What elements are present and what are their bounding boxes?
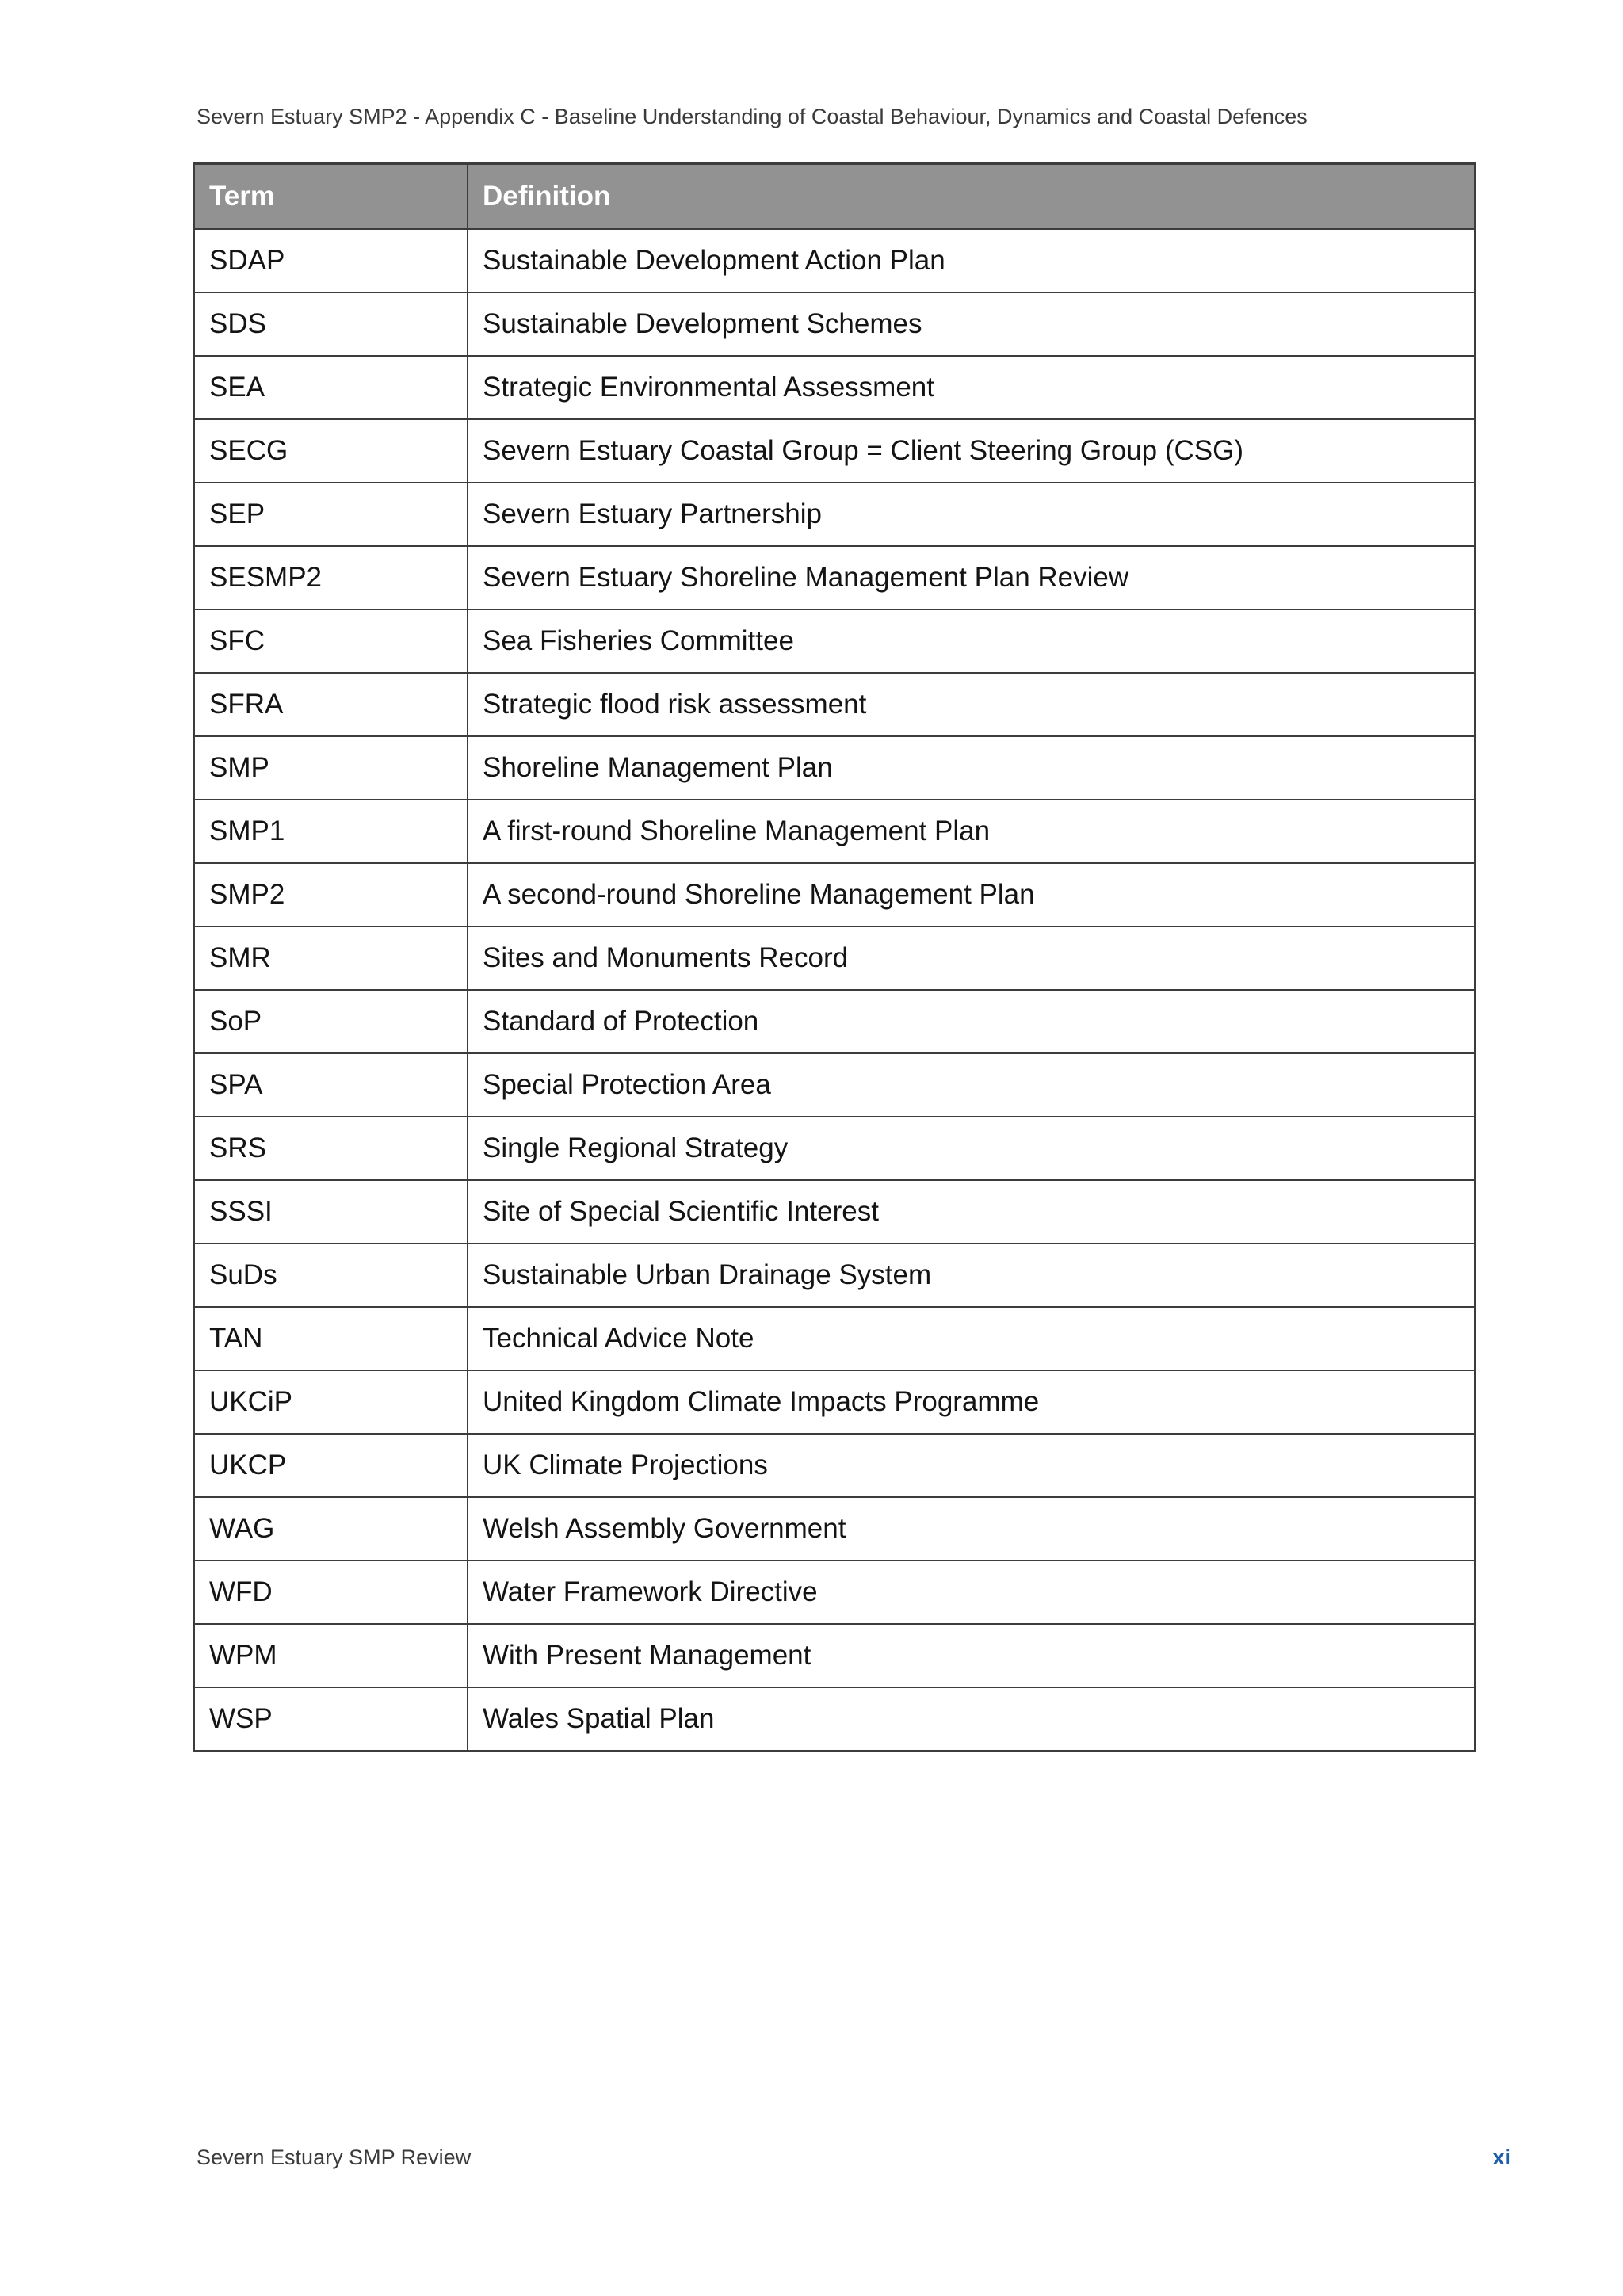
table-row [194,419,1475,483]
table-row [194,990,1475,1053]
table-row [194,1117,1475,1180]
definition-cell: Sustainable Development Schemes [468,292,1475,356]
term-cell: SMR [194,926,468,990]
definition-cell: Severn Estuary Coastal Group = Client Steering Group (CSG) [468,419,1475,483]
term-cell: WFD [194,1561,468,1624]
definition-cell: Strategic flood risk assessment [468,673,1475,736]
term-cell: SoP [194,990,468,1053]
term-cell: SFC [194,609,468,673]
definition-cell: Standard of Protection [468,990,1475,1053]
table-row [194,1624,1475,1687]
table-row [194,483,1475,546]
table-row [194,926,1475,990]
definition-cell: Severn Estuary Shoreline Management Plan Review [468,546,1475,609]
term-cell: SECG [194,419,468,483]
term-cell: SMP1 [194,800,468,863]
term-cell: SPA [194,1053,468,1117]
term-cell: SDS [194,292,468,356]
definition-cell: United Kingdom Climate Impacts Programme [468,1370,1475,1434]
definition-cell: Welsh Assembly Government [468,1497,1475,1561]
table-row [194,292,1475,356]
term-cell: UKCP [194,1434,468,1497]
definition-cell: Sustainable Urban Drainage System [468,1244,1475,1307]
table-row [194,673,1475,736]
table-row [194,1434,1475,1497]
table-row [194,1180,1475,1244]
table-row [194,546,1475,609]
table-row [194,1307,1475,1370]
page-number: xi [1492,2145,1510,2169]
term-cell: SDAP [194,229,468,292]
definition-cell: With Present Management [468,1624,1475,1687]
definition-cell: Sea Fisheries Committee [468,609,1475,673]
table-row [194,229,1475,292]
glossary-table [193,162,1476,1752]
term-cell: SSSI [194,1180,468,1244]
table-row [194,1244,1475,1307]
term-cell: SMP [194,736,468,800]
term-cell: SRS [194,1117,468,1180]
definition-cell: Sustainable Development Action Plan [468,229,1475,292]
term-cell: SFRA [194,673,468,736]
definition-cell: Technical Advice Note [468,1307,1475,1370]
definition-cell: A first-round Shoreline Management Plan [468,800,1475,863]
running-footer: Severn Estuary SMP Review [197,2145,472,2169]
term-cell: SEA [194,356,468,419]
table-row [194,1561,1475,1624]
term-cell: WPM [194,1624,468,1687]
term-cell: WSP [194,1687,468,1751]
table-row [194,609,1475,673]
definition-cell: Shoreline Management Plan [468,736,1475,800]
term-cell: UKCiP [194,1370,468,1434]
definition-cell: Water Framework Directive [468,1561,1475,1624]
running-header: Severn Estuary SMP2 - Appendix C - Baseline Understanding of Coastal Behaviour, Dynamics and Coastal Defences [197,105,1308,128]
table-header-row [194,164,1475,230]
table-row [194,1687,1475,1751]
definition-cell: UK Climate Projections [468,1434,1475,1497]
column-header-term: Term [194,164,468,230]
definition-cell: Strategic Environmental Assessment [468,356,1475,419]
table-row [194,1370,1475,1434]
definition-cell: Special Protection Area [468,1053,1475,1117]
term-cell: WAG [194,1497,468,1561]
definition-cell: Wales Spatial Plan [468,1687,1475,1751]
table-row [194,1497,1475,1561]
term-cell: SESMP2 [194,546,468,609]
definition-cell: Single Regional Strategy [468,1117,1475,1180]
table-row [194,356,1475,419]
definition-cell: A second-round Shoreline Management Plan [468,863,1475,926]
column-header-definition: Definition [468,164,1475,230]
table-row [194,800,1475,863]
definition-cell: Site of Special Scientific Interest [468,1180,1475,1244]
table-row [194,863,1475,926]
term-cell: SMP2 [194,863,468,926]
definition-cell: Severn Estuary Partnership [468,483,1475,546]
definition-cell: Sites and Monuments Record [468,926,1475,990]
table-row [194,1053,1475,1117]
term-cell: TAN [194,1307,468,1370]
term-cell: SEP [194,483,468,546]
term-cell: SuDs [194,1244,468,1307]
table-row [194,736,1475,800]
